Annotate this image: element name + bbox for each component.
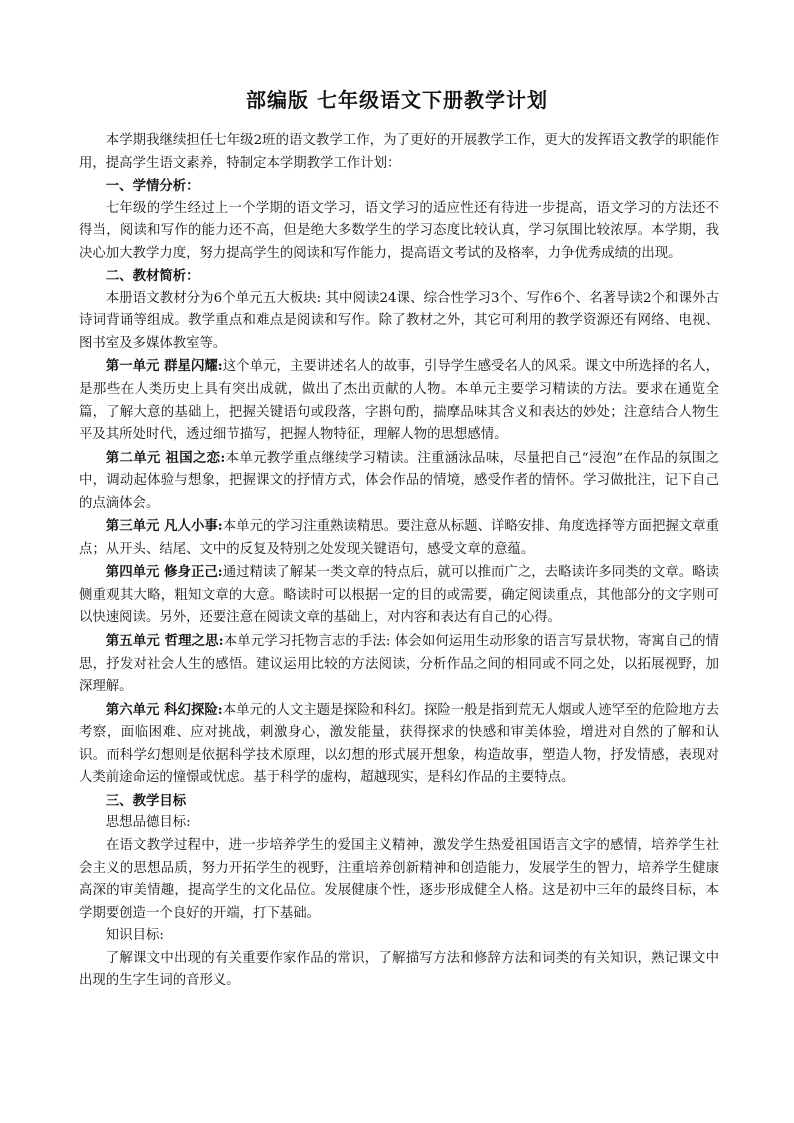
document-body [79, 130, 719, 993]
textbook-paragraph: 本册语文教材分为6个单元五大板块: 其中阅读24课、综合性学习3个、写作6个、名著导读2个和课外古诗词背诵等组成。教学重点和难点是阅读和写作。除了教材之外，其它可利用的教学资源还有网络、电视、图书室及多媒体教室等。 [79, 290, 719, 351]
document-title: 部编版 七年级语文下册教学计划 [246, 88, 548, 112]
unit-paragraph [79, 355, 719, 446]
unit-label: 第一单元 群星闪耀: [105, 358, 223, 375]
knowledge-goals-paragraph: 了解课文中出现的有关重要作家作品的常识，了解描写方法和修辞方法和词类的有关知识，熟记课文中出现的生字生词的音形义。 [79, 950, 719, 989]
unit-label: 第二单元 祖国之恋: [105, 449, 226, 466]
moral-goals-paragraph: 在语文教学过程中，进一步培养学生的爱国主义精神，激发学生热爱祖国语言文字的感情，培养学生社会主义的思想品质，努力开拓学生的视野，注重培养创新精神和创造能力，发展学生的智力，培养学生健康高深的审美情趣，提高学生的文化品位。发展健康个性，逐步形成健全人格。这是初中三年的最终目标，本学期要创造一个良好的开端，打下基础。 [79, 837, 719, 921]
unit-paragraph [79, 515, 719, 561]
intro-paragraph: 本学期我继续担任七年级2班的语文教学工作，为了更好的开展教学工作，更大的发挥语文教学的职能作用，提高学生语文素养，特制定本学期教学工作计划： [79, 133, 719, 171]
unit-text: 本单元的学习注重熟读精思。要注意从标题、详略安排、角度选择等方面把握文章重点；从开头、结尾、文中的反复及特别之处发现关键语句，感受文章的意蕴。 [79, 519, 720, 557]
unit-paragraph [79, 630, 719, 699]
section-heading-textbook: 二、教材简析： [105, 268, 200, 285]
unit-label: 第四单元 修身正己: [105, 564, 223, 581]
section-heading-goals: 三、教学目标 [105, 792, 187, 809]
situation-paragraph: 七年级的学生经过上一个学期的语文学习，语文学习的适应性还有待进一步提高，语文学习的方法还不得当，阅读和写作的能力还不高，但是绝大多数学生的学习态度比较认真，学习氛围比较浓厚。本学期，我决心加大教学力度，努力提高学生的阅读和写作能力，提高语文考试的及格率，力争优秀成绩的出现。 [79, 200, 719, 261]
unit-text: 这个单元，主要讲述名人的故事，引导学生感受名人的风采。课文中所选择的名人，是那些在人类历史上具有突出成就，做出了杰出贡献的人物。本单元主要学习精读的方法。要求在通览全篇，了解大意的基础上，把握关键语句或段落，字斟句酌，揣摩品味其含义和表达的妙处；注意结合人物生平及其所处时代，透过细节描写，把握人物特征，理解人物的思想感情。 [79, 359, 720, 443]
unit-text: 本单元教学重点继续学习精读。注重涵泳品味，尽量把自己“浸泡”在作品的氛围之中，调动起体验与想象，把握课文的抒情方式，体会作品的情境，感受作者的情怀。学习做批注，记下自己的点滴体会。 [79, 450, 719, 511]
subheading-moral-goals: 思想品德目标: [105, 815, 191, 831]
unit-label: 第三单元 凡人小事: [105, 518, 223, 535]
unit-label: 第五单元 哲理之思: [105, 633, 224, 650]
unit-text: 本单元学习托物言志的手法: 体会如何运用生动形象的语言写景状物，寄寓自己的情思，抒发对社会人生的感悟。建议运用比较的方法阅读，分析作品之间的相同或不同之处，以拓展视野，加深理解。 [79, 634, 720, 695]
unit-paragraph [79, 699, 719, 790]
unit-label: 第六单元 科幻探险: [105, 701, 223, 718]
unit-paragraph [79, 447, 719, 516]
unit-text: 通过精读了解某一类文章的特点后，就可以推而广之，去略读许多同类的文章。略读侧重观其大略，粗知文章的大意。略读时可以根据一定的目的或需要，确定阅读重点，其他部分的文字则可以快速阅读。另外，还要注意在阅读文章的基础上，对内容和表达有自己的心得。 [79, 565, 720, 626]
unit-paragraph [79, 561, 719, 630]
unit-text: 本单元的人文主题是探险和科幻。探险一般是指到荒无人烟或人迹罕至的危险地方去考察，面临困难、应对挑战，刺激身心，激发能量，获得探求的快感和审美体验，增进对自然的了解和认识。而科学幻想则是依据科学技术原理，以幻想的形式展开想象，构造故事，塑造人物，抒发情感，表现对人类前途命运的憧憬或忧虑。基于科学的虚构，超越现实，是科幻作品的主要特点。 [79, 702, 720, 786]
section-heading-situation: 一、学情分析： [105, 178, 200, 195]
subheading-knowledge-goals: 知识目标: [105, 928, 164, 944]
